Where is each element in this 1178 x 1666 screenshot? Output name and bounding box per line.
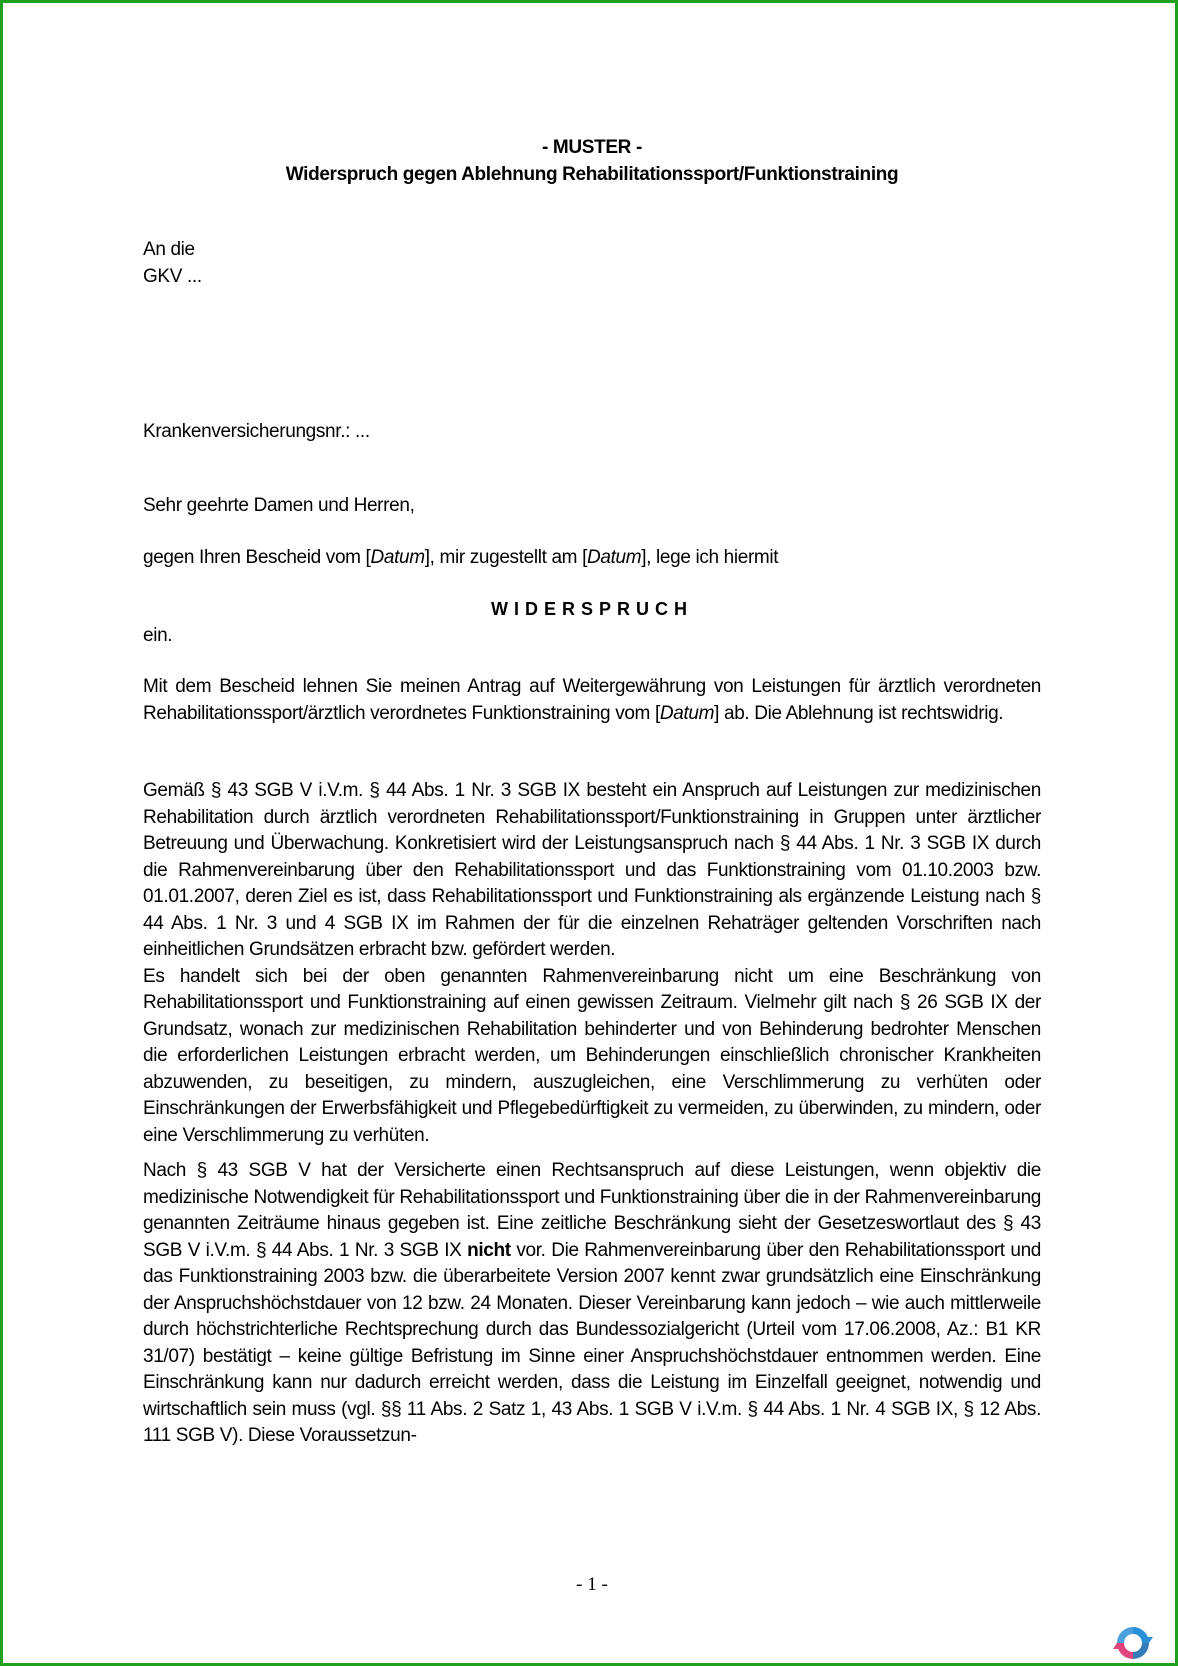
paragraph-3: Es handelt sich bei der oben genannten Rahmenvereinbarung nicht um eine Beschränkung von Rehabilitationssport und Funktionstraining auf einen gewissen Zeitraum. Vielmehr gilt nach § 26 SGB IX der Grundsatz, wonach zur medizinischen Rehabilitation behinderter und von Behinderung bedrohter Menschen die erforderlichen Leistungen erbracht werden, um Behinderungen einschließlich chronischer Krankheiten abzuwenden, zu beseitigen, zu mindern, auszugleichen, eine Verschlimmerung zu verhüten oder Einschränkungen der Erwerbsfähigkeit und Pflegebedürftigkeit zu vermeiden, zu überwinden, zu mindern, oder eine Verschlimmerung zu verhüten. [143, 965, 1041, 1146]
intro-sentence: gegen Ihren Bescheid vom [Datum], mir zugestellt am [Datum], lege ich hiermit [143, 547, 779, 568]
recipient-line-2: GKV ... [143, 265, 202, 287]
header-title: Widerspruch gegen Ablehnung Rehabilitationssport/Funktionstraining [285, 163, 899, 185]
document-header [143, 135, 1041, 188]
date-placeholder: Datum [587, 547, 642, 568]
salutation: Sehr geehrte Damen und Herren, [143, 495, 415, 516]
paragraph-2: Gemäß § 43 SGB V i.V.m. § 44 Abs. 1 Nr. 3 SGB IX besteht ein Anspruch auf Leistungen zur medizinischen Rehabilitation durch ärztlich verordneten Rehabilitationssport/Funktionstraining in Gruppen unter ärztlicher Betreuung und Überwachung. Konkretisiert wird der Leistungsanspruch nach § 44 Abs. 1 Nr. 3 SGB IX durch die Rahmenvereinbarung über den Rehabilitationssport und das Funktionstraining vom 01.10.2003 bzw. 01.01.2007, deren Ziel es ist, dass Rehabilitationssport und Funktionstraining als ergänzende Leistung nach § 44 Abs. 1 Nr. 3 und 4 SGB IX im Rahmen der für die einzelnen Rehaträger geltenden Vorschriften nach einheitlichen Grundsätzen erbracht bzw. gefördert werden. [143, 780, 1041, 960]
paragraph-2-3 [143, 778, 1041, 1149]
page-number: - 1 - [576, 1574, 608, 1595]
header-muster: - MUSTER - [542, 137, 642, 158]
objection-heading: WIDERSPRUCH [490, 599, 693, 619]
date-placeholder: Datum [659, 702, 715, 724]
insurance-number: Krankenversicherungsnr.: ... [143, 421, 370, 442]
emphasis-nicht: nicht [467, 1239, 511, 1261]
paragraph-1: Mit dem Bescheid lehnen Sie meinen Antrag auf Weitergewährung von Leistungen für ärztlich verordneten Rehabilitationssport/ärztlich verordnetes Funktionstraining vom [Datum] ab. Die Ablehnung ist rechtswidrig. [143, 676, 1041, 724]
recipient-line-1: An die [143, 239, 195, 260]
objection-ein: ein. [143, 625, 173, 646]
date-placeholder: Datum [370, 547, 425, 568]
paragraph-4: Nach § 43 SGB V hat der Versicherte einen Rechtsanspruch auf diese Leistungen, wenn objektiv die medizinische Notwendigkeit für Rehabilitationssport und Funktionstraining über die in der Rahmenvereinbarung genannten Zeiträume hinaus gegeben ist. Eine zeitliche Beschränkung sieht der Gesetzeswortlaut des § 43 SGB V i.V.m. § 44 Abs. 1 Nr. 3 SGB IX nicht vor. Die Rahmenvereinbarung über den Rehabilitationssport und das Funktionstraining 2003 bzw. die überarbeitete Version 2007 kennt zwar grundsätzlich eine Einschränkung der Anspruchshöchstdauer von 12 bzw. 24 Monaten. Dieser Vereinbarung kann jedoch – wie auch mittlerweile durch höchstrichterliche Rechtsprechung durch das Bundessozialgericht (Urteil vom 17.06.2008, Az.: B1 KR 31/07) bestätigt – keine gültige Befristung im Sinne einer Anspruchshöchstdauer entnommen werden. Eine Einschränkung kann nur dadurch erreicht werden, dass die Leistung im Einzelfall geeignet, notwendig und wirtschaftlich sein muss (vgl. §§ 11 Abs. 2 Satz 1, 43 Abs. 1 SGB V i.V.m. § 44 Abs. 1 Nr. 4 SGB IX, § 12 Abs. 111 SGB V). Diese Voraussetzun- [143, 1160, 1041, 1446]
recipient-block [143, 237, 1041, 290]
circular-arrows-logo-icon [1111, 1623, 1155, 1663]
